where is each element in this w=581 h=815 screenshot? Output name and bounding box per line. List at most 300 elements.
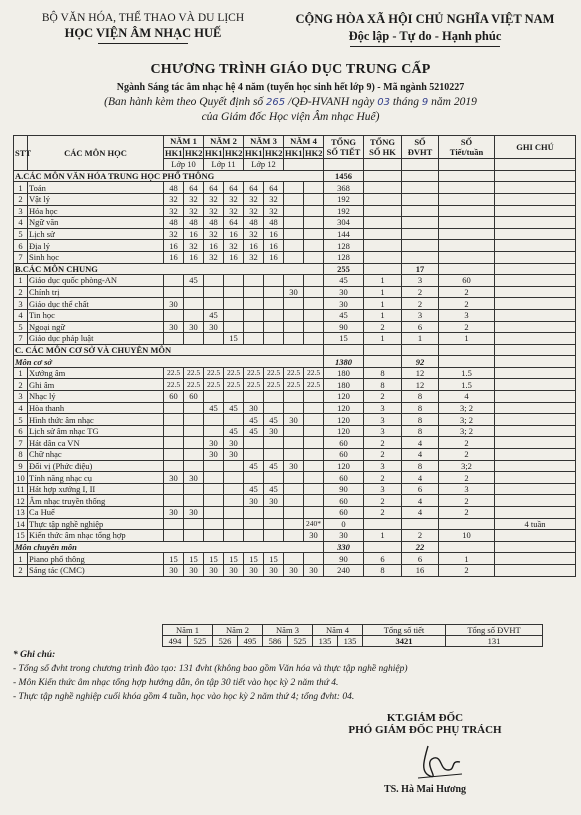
table-row (14, 193, 576, 205)
grade-12: Lớp 12 (244, 159, 284, 171)
semester-hours (204, 414, 224, 426)
row-stt: 3 (14, 205, 28, 217)
semester-hours (304, 182, 324, 194)
table-row (14, 518, 576, 530)
row-subject: Sinh học (28, 251, 164, 263)
semester-hours (204, 460, 224, 472)
semester-hours (224, 309, 244, 321)
row-tpw: 2 (439, 564, 495, 576)
semester-hours: 30 (184, 472, 204, 484)
col-dvht (402, 136, 439, 159)
semester-hours (284, 240, 304, 252)
row-dvht (402, 518, 439, 530)
row-note (495, 507, 576, 519)
row-semesters (364, 205, 402, 217)
semester-hours: 30 (284, 286, 304, 298)
row-dvht (402, 182, 439, 194)
row-note (495, 309, 576, 321)
row-total: 304 (324, 217, 364, 229)
row-stt: 9 (14, 460, 28, 472)
summary-val: 494 (163, 636, 188, 647)
semester-hours: 16 (184, 251, 204, 263)
group-major-row (14, 541, 576, 553)
row-note (495, 472, 576, 484)
row-total: 120 (324, 425, 364, 437)
row-subject: Hình thức âm nhạc (28, 414, 164, 426)
row-subject: Giáo dục quốc phòng-AN (28, 275, 164, 287)
summary-total-label: Tổng số tiết (363, 625, 446, 636)
semester-hours: 30 (204, 321, 224, 333)
row-stt: 1 (14, 367, 28, 379)
semester-hours (244, 518, 264, 530)
row-note (495, 460, 576, 472)
semester-hours (184, 530, 204, 542)
row-tpw: 2 (439, 437, 495, 449)
row-tpw: 1 (439, 333, 495, 345)
row-note (495, 275, 576, 287)
semester-hours (284, 553, 304, 565)
table-row (14, 414, 576, 426)
row-dvht: 8 (402, 391, 439, 403)
row-stt: 5 (14, 321, 28, 333)
semester-hours: 16 (224, 251, 244, 263)
semester-hours: 30 (244, 564, 264, 576)
header-row (14, 136, 576, 148)
row-semesters: 8 (364, 564, 402, 576)
row-tpw: 3; 2 (439, 425, 495, 437)
section-total (324, 344, 364, 356)
row-subject: Ca Huế (28, 507, 164, 519)
row-dvht: 6 (402, 321, 439, 333)
semester-hours (164, 449, 184, 461)
grade-empty (284, 159, 324, 171)
semester-hours (164, 333, 184, 345)
row-semesters (364, 193, 402, 205)
summary-total: 3421 (363, 636, 446, 647)
grade-10: Lớp 10 (164, 159, 204, 171)
semester-hours: 30 (184, 564, 204, 576)
table-row (14, 275, 576, 287)
row-subject: Xướng âm (28, 367, 164, 379)
row-tpw: 1.5 (439, 379, 495, 391)
row-stt: 1 (14, 182, 28, 194)
row-tpw: 2 (439, 495, 495, 507)
row-total: 90 (324, 553, 364, 565)
semester-hours: 22.5 (284, 367, 304, 379)
semester-hours: 15 (184, 553, 204, 565)
row-subject: Hát dân ca VN (28, 437, 164, 449)
semester-hours (244, 530, 264, 542)
table-row (14, 367, 576, 379)
semester-hours: 32 (184, 240, 204, 252)
semester-hours: 48 (204, 217, 224, 229)
row-note (495, 228, 576, 240)
col-total-l2: SỐ TIẾT (326, 147, 361, 158)
table-row (14, 182, 576, 194)
row-dvht: 8 (402, 414, 439, 426)
cell (439, 541, 495, 553)
row-semesters: 3 (364, 402, 402, 414)
hk1: HK1 (205, 147, 223, 158)
table-row (14, 298, 576, 310)
semester-hours (184, 449, 204, 461)
cell (439, 170, 495, 182)
semester-hours (184, 333, 204, 345)
row-dvht (402, 240, 439, 252)
row-tpw: 2 (439, 298, 495, 310)
semester-hours (264, 298, 284, 310)
col-total (324, 136, 364, 159)
row-semesters: 1 (364, 333, 402, 345)
table-row (14, 217, 576, 229)
semester-hours: 32 (264, 205, 284, 217)
semester-hours: 32 (184, 205, 204, 217)
semester-hours (284, 193, 304, 205)
table-row (14, 402, 576, 414)
note-item: - Tổng số đvht trong chương trình đào tạo: 131 đvht (không bao gồm Văn hóa và thực tập nghề nghiệp) (13, 664, 408, 674)
row-total: 30 (324, 286, 364, 298)
col-stt: STT (14, 136, 28, 171)
semester-hours (304, 217, 324, 229)
row-dvht: 4 (402, 495, 439, 507)
row-subject: Chính trị (28, 286, 164, 298)
semester-hours (184, 425, 204, 437)
semester-hours: 30 (184, 321, 204, 333)
cell (364, 159, 402, 171)
semester-hours: 22.5 (184, 367, 204, 379)
col-year4: NĂM 4 (284, 136, 324, 148)
row-semesters: 3 (364, 483, 402, 495)
col-tpw (439, 136, 495, 159)
row-note (495, 437, 576, 449)
semester-hours (244, 507, 264, 519)
semester-hours: 30 (284, 414, 304, 426)
semester-hours: 30 (204, 437, 224, 449)
semester-hours: 32 (244, 193, 264, 205)
row-stt: 4 (14, 309, 28, 321)
semester-hours: 48 (244, 217, 264, 229)
semester-hours (264, 530, 284, 542)
ministry-name: BỘ VĂN HÓA, THỂ THAO VÀ DU LỊCH (41, 12, 245, 24)
semester-hours (284, 530, 304, 542)
row-stt: 2 (14, 379, 28, 391)
row-tpw: 1.5 (439, 367, 495, 379)
row-semesters: 3 (364, 460, 402, 472)
summary-y4: Năm 4 (313, 625, 363, 636)
semester-hours: 30 (264, 564, 284, 576)
semester-hours (264, 472, 284, 484)
row-subject: Hòa thanh (28, 402, 164, 414)
semester-hours: 45 (184, 275, 204, 287)
semester-hours (284, 333, 304, 345)
row-note (495, 205, 576, 217)
row-tpw (439, 251, 495, 263)
row-stt: 7 (14, 251, 28, 263)
decree-text: /QĐ-HVANH ngày (285, 96, 378, 108)
header-underline (98, 43, 188, 44)
decree-line (0, 96, 581, 108)
row-dvht: 2 (402, 298, 439, 310)
table-row (14, 495, 576, 507)
semester-hours (304, 414, 324, 426)
row-total: 180 (324, 379, 364, 391)
row-total: 180 (324, 367, 364, 379)
row-note (495, 333, 576, 345)
semester-hours (284, 205, 304, 217)
col-tpw-l1: SỐ (460, 137, 473, 148)
row-total: 60 (324, 495, 364, 507)
semester-hours: 32 (164, 228, 184, 240)
row-note (495, 321, 576, 333)
row-subject: Piano phổ thông (28, 553, 164, 565)
semester-hours: 64 (224, 217, 244, 229)
summary-y2: Năm 2 (213, 625, 263, 636)
semester-hours: 30 (264, 495, 284, 507)
semester-hours (264, 309, 284, 321)
row-tpw: 3 (439, 483, 495, 495)
table-row (14, 449, 576, 461)
semester-hours: 45 (264, 414, 284, 426)
row-total: 128 (324, 251, 364, 263)
row-dvht (402, 228, 439, 240)
row-semesters: 3 (364, 414, 402, 426)
grade-11: Lớp 11 (204, 159, 244, 171)
semester-hours: 45 (204, 402, 224, 414)
semester-hours: 48 (164, 182, 184, 194)
semester-hours (244, 309, 264, 321)
summary-val: 495 (238, 636, 263, 647)
semester-hours (244, 275, 264, 287)
semester-hours (264, 518, 284, 530)
row-semesters (364, 217, 402, 229)
row-total: 120 (324, 391, 364, 403)
semester-hours (284, 518, 304, 530)
col-subject: CÁC MÔN HỌC (28, 136, 164, 171)
row-dvht: 4 (402, 507, 439, 519)
row-total: 15 (324, 333, 364, 345)
semester-hours (224, 507, 244, 519)
semester-hours (224, 530, 244, 542)
row-semesters (364, 228, 402, 240)
section-total: 1380 (324, 356, 364, 368)
semester-hours (224, 275, 244, 287)
sign-position: PHÓ GIÁM ĐỐC PHỤ TRÁCH (348, 724, 502, 736)
semester-hours: 22.5 (204, 379, 224, 391)
row-semesters: 1 (364, 275, 402, 287)
row-subject: Lịch sử (28, 228, 164, 240)
summary-val: 135 (338, 636, 363, 647)
semester-hours (204, 530, 224, 542)
semester-hours: 30 (244, 495, 264, 507)
row-semesters: 2 (364, 507, 402, 519)
semester-hours (224, 518, 244, 530)
row-note (495, 193, 576, 205)
row-stt: 2 (14, 193, 28, 205)
semester-hours: 30 (224, 437, 244, 449)
semester-hours: 15 (164, 553, 184, 565)
semester-hours: 32 (164, 205, 184, 217)
semester-hours: 30 (304, 564, 324, 576)
semester-hours (304, 275, 324, 287)
semester-hours: 22.5 (264, 379, 284, 391)
row-subject: Giáo dục thể chất (28, 298, 164, 310)
section-label: A.CÁC MÔN VĂN HÓA TRUNG HỌC PHỔ THÔNG (14, 170, 324, 182)
row-tpw: 2 (439, 321, 495, 333)
col-year1: NĂM 1 (164, 136, 204, 148)
semester-hours (264, 391, 284, 403)
row-dvht: 1 (402, 333, 439, 345)
semester-hours: 16 (164, 251, 184, 263)
row-subject: Hóa học (28, 205, 164, 217)
row-note (495, 251, 576, 263)
semester-hours (224, 460, 244, 472)
semester-hours: 30 (204, 449, 224, 461)
semester-hours: 45 (264, 483, 284, 495)
row-dvht: 8 (402, 402, 439, 414)
hk2: HK2 (265, 147, 283, 158)
row-subject: Địa lý (28, 240, 164, 252)
row-dvht: 6 (402, 483, 439, 495)
note-item: - Thực tập nghề nghiệp cuối khóa gồm 4 tuần, học vào học kỳ 2 năm thứ 4; tổng đvht: 04. (13, 692, 355, 702)
section-dvht: 92 (402, 356, 439, 368)
semester-hours (204, 425, 224, 437)
summary-val: 586 (263, 636, 288, 647)
semester-hours (184, 298, 204, 310)
row-dvht: 4 (402, 472, 439, 484)
semester-hours (164, 518, 184, 530)
table-row (14, 309, 576, 321)
row-total: 30 (324, 530, 364, 542)
decree-day: 03 (377, 97, 390, 108)
semester-hours (244, 286, 264, 298)
hk1: HK1 (165, 147, 183, 158)
row-stt: 15 (14, 530, 28, 542)
semester-hours: 16 (264, 251, 284, 263)
cell (364, 263, 402, 275)
semester-hours: 32 (184, 193, 204, 205)
semester-hours: 22.5 (284, 379, 304, 391)
row-stt: 12 (14, 495, 28, 507)
semester-hours (284, 495, 304, 507)
semester-hours: 30 (164, 321, 184, 333)
semester-hours (284, 182, 304, 194)
semester-hours (284, 228, 304, 240)
row-subject: Lịch sử âm nhạc TG (28, 425, 164, 437)
row-semesters: 1 (364, 530, 402, 542)
cell (495, 170, 576, 182)
table-row (14, 530, 576, 542)
semester-hours (164, 414, 184, 426)
summary-val: 525 (188, 636, 213, 647)
cell (495, 541, 576, 553)
semester-hours: 45 (224, 425, 244, 437)
col-note: GHI CHÚ (495, 136, 576, 159)
semester-hours: 22.5 (164, 367, 184, 379)
cell (495, 356, 576, 368)
semester-hours (264, 507, 284, 519)
row-total: 90 (324, 321, 364, 333)
row-dvht (402, 193, 439, 205)
row-dvht: 6 (402, 553, 439, 565)
row-tpw (439, 518, 495, 530)
semester-hours (284, 437, 304, 449)
row-stt: 3 (14, 298, 28, 310)
row-tpw: 1 (439, 553, 495, 565)
semester-hours: 32 (204, 193, 224, 205)
semester-hours (284, 402, 304, 414)
semester-hours: 16 (264, 240, 284, 252)
semester-hours: 64 (264, 182, 284, 194)
semester-hours: 30 (264, 425, 284, 437)
semester-hours (284, 391, 304, 403)
semester-hours (284, 251, 304, 263)
semester-hours (204, 275, 224, 287)
semester-hours: 16 (264, 228, 284, 240)
summary-header-row (163, 625, 543, 636)
decree-month: 9 (421, 97, 429, 108)
row-semesters (364, 518, 402, 530)
semester-hours: 30 (224, 449, 244, 461)
summary-dv: 131 (446, 636, 543, 647)
curriculum-table (13, 135, 576, 577)
row-semesters: 2 (364, 437, 402, 449)
decree-line-2: của Giám đốc Học viện Âm nhạc Huế) (201, 111, 380, 123)
row-note (495, 298, 576, 310)
summary-val: 526 (213, 636, 238, 647)
semester-hours (164, 483, 184, 495)
row-stt: 2 (14, 564, 28, 576)
section-label: B.CÁC MÔN CHUNG (14, 263, 324, 275)
semester-hours (284, 507, 304, 519)
semester-hours (264, 449, 284, 461)
row-semesters: 1 (364, 298, 402, 310)
semester-hours: 32 (244, 205, 264, 217)
row-tpw (439, 217, 495, 229)
hk1: HK1 (285, 147, 303, 158)
cell (495, 263, 576, 275)
row-semesters: 6 (364, 553, 402, 565)
semester-hours (264, 286, 284, 298)
cell (364, 356, 402, 368)
semester-hours (304, 495, 324, 507)
semester-hours (304, 507, 324, 519)
table-row (14, 333, 576, 345)
doc-subtitle: Ngành Sáng tác âm nhạc hệ 4 năm (tuyển học sinh hết lớp 9) - Mã ngành 5210227 (116, 82, 465, 93)
semester-hours (284, 217, 304, 229)
semester-hours (224, 472, 244, 484)
cell (439, 159, 495, 171)
row-tpw: 60 (439, 275, 495, 287)
row-subject: Chữ nhạc (28, 449, 164, 461)
semester-hours (264, 275, 284, 287)
cell (439, 344, 495, 356)
semester-hours: 32 (224, 205, 244, 217)
row-subject: Giáo dục pháp luật (28, 333, 164, 345)
row-semesters: 8 (364, 367, 402, 379)
cell (324, 159, 364, 171)
section-dvht (402, 170, 439, 182)
row-stt: 6 (14, 240, 28, 252)
row-note (495, 553, 576, 565)
semester-hours: 22.5 (244, 379, 264, 391)
row-dvht: 12 (402, 367, 439, 379)
semester-hours: 22.5 (224, 379, 244, 391)
row-stt: 7 (14, 333, 28, 345)
semester-hours: 64 (184, 182, 204, 194)
semester-hours: 30 (164, 298, 184, 310)
cell (364, 541, 402, 553)
table-body (14, 170, 576, 576)
